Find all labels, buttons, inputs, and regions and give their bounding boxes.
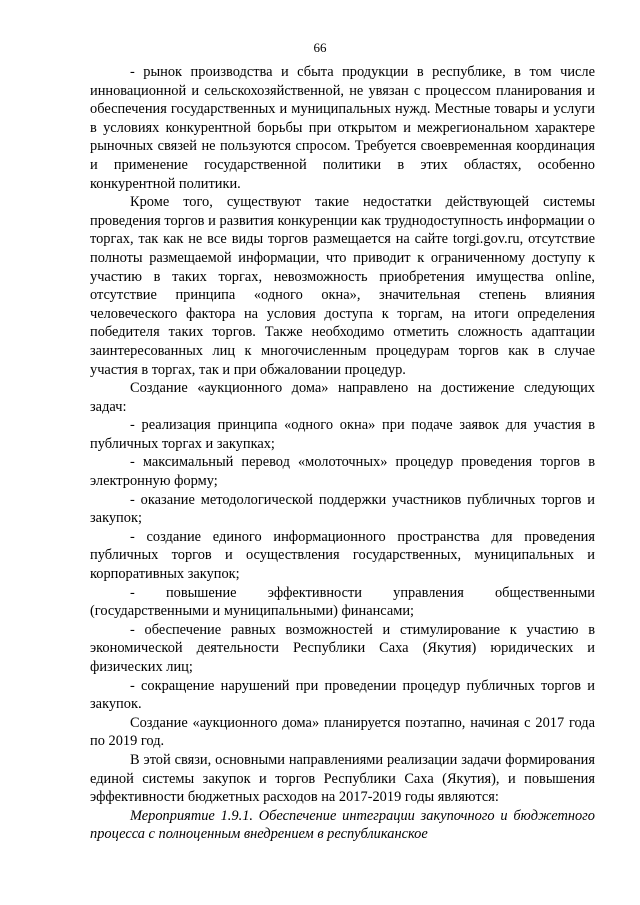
- document-body: [90, 63, 595, 844]
- list-item-information-space: - создание единого информационного пространства для проведения публичных торгов и осуществления государственных, муниципальных и корпоративных закупок;: [90, 528, 595, 583]
- list-item-methodological-support: - оказание методологической поддержки участников публичных торгов и закупок;: [90, 491, 595, 527]
- list-item-finance-efficiency: - повышение эффективности управления общественными (государственными и муниципальными) финансами;: [90, 584, 595, 620]
- list-item-reduce-violations: - сокращение нарушений при проведении процедур публичных торгов и закупок.: [90, 677, 595, 713]
- list-item-electronic-form: - максимальный перевод «молоточных» процедур проведения торгов в электронную форму;: [90, 454, 595, 490]
- list-item-one-window: - реализация принципа «одного окна» при подаче заявок для участия в публичных торгах и закупках;: [90, 417, 595, 452]
- paragraph-phased-creation: Создание «аукционного дома» планируется поэтапно, начиная с 2017 года по 2019 год.: [90, 714, 595, 750]
- page-number: 66: [313, 40, 327, 55]
- paragraph-measure-1-9-1: Мероприятие 1.9.1. Обеспечение интеграции закупочного и бюджетного процесса с полноценным внедрением в республиканское: [90, 807, 595, 843]
- paragraph-market-production: - рынок производства и сбыта продукции в республике, в том числе инновационной и сельскохозяйственной, не увязан с процессом планирования и обеспечения государственных и муниципальных нужд. Местные товары и услуги в условиях конкурентной борьбы при открытом и межрегиональном характере рыночных связей не пользуются спросом. Требуется своевременная координация и применение государственной политики в этих областях, особенно конкурентной политики.: [90, 64, 595, 192]
- list-item-equal-opportunities: - обеспечение равных возможностей и стимулирование к участию в экономической деятельности Республики Саха (Якутия) юридических и физических лиц;: [90, 621, 595, 675]
- paragraph-trading-shortcomings: Кроме того, существуют такие недостатки действующей системы проведения торгов и развития конкуренции как труднодоступность информации о торгах, так как не все виды торгов размещается на сайте torgi.gov.ru, отсутствие полноты размещаемой информации, что приводит к ограниченному доступу к участию в таких торгах, невозможность приобретения имущества online, отсутствие принципа «одного окна», значительная степень влияния человеческого фактора на условия доступа к торгам, на итоги определения победителя таких торгов. Также необходимо отметить сложность адаптации заинтересованных лиц к многочисленным процедурам торгов как в случае участия в торгах, так и при обжаловании процедур.: [90, 194, 595, 378]
- paragraph-main-directions: В этой связи, основными направлениями реализации задачи формирования единой системы закупок и торгов Республики Саха (Якутия), и повышения эффективности бюджетных расходов на 2017-2019 годы являются:: [90, 751, 595, 806]
- paragraph-auction-house-goals: Создание «аукционного дома» направлено на достижение следующих задач:: [90, 380, 595, 415]
